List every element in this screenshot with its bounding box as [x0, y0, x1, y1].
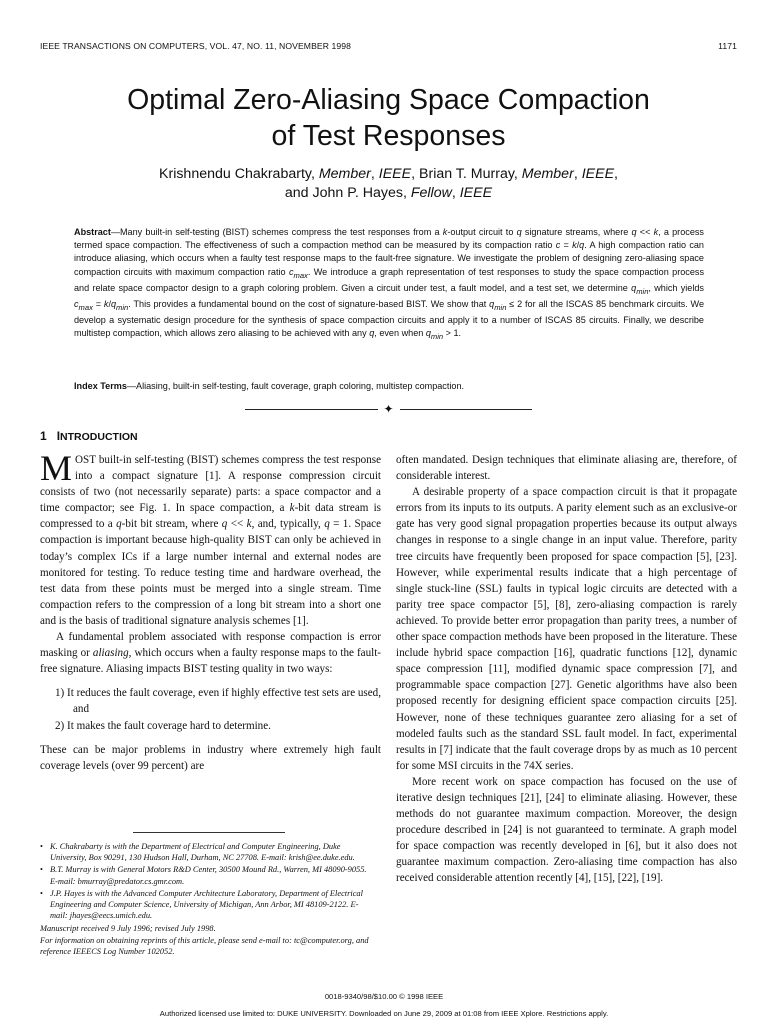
journal-citation: IEEE TRANSACTIONS ON COMPUTERS, VOL. 47, NO. 11, NOVEMBER 1998 — [40, 41, 352, 51]
copyright-line: 0018-9340/98/$10.00 © 1998 IEEE — [324, 992, 444, 1001]
abstract-text: = — [92, 298, 104, 309]
math-var: k — [572, 240, 577, 251]
math-var: q — [110, 298, 117, 309]
section-number: 1 — [40, 429, 47, 443]
section-title-rest: NTRODUCTION — [60, 431, 138, 443]
math-var: q — [324, 518, 330, 531]
math-subscript: max — [78, 302, 93, 312]
paragraph: often mandated. Design techniques that eliminate aliasing are, therefore, of considerable interest. — [396, 454, 737, 483]
paragraph — [40, 629, 381, 677]
section-heading — [40, 429, 138, 443]
footnote-text: J.P. Hayes is with the Advanced Computer Architecture Laboratory, Department of Electrical Engineering and Computer Science, University of Michigan, Ann Arbor, MI 48109-2122. E-mail: jhayes@eecs.umich.edu. — [50, 888, 363, 921]
divider-rule-right — [400, 409, 533, 410]
abstract-text: signature streams, where — [521, 227, 632, 237]
math-subscript: min — [494, 302, 507, 312]
body-text: -bit bit stream, where — [121, 518, 222, 531]
body-text: = 1. Space compaction is important because high-quality BIST can only be achieved in today’s complex ICs if a large number internal and external nodes are monitored for testing. To reduce testing time and hardware overhead, the test data from these points must be merged into a single stream. Time compaction refers to the compression of a long bit stream into a short one and is the basis of traditional signature analysis schemes [1]. — [40, 518, 382, 627]
math-var: q — [425, 327, 431, 338]
author-3-org: IEEE — [459, 185, 493, 201]
abstract-text: —Many built-in self-testing (BIST) schemes compress the test responses from a — [110, 227, 443, 237]
math-var: q — [489, 298, 495, 309]
math-var: k — [246, 518, 252, 531]
list-item: 1) It reduces the fault coverage, even if highly effective test sets are used, and — [55, 687, 381, 716]
abstract-text: , a process termed space compaction. The effectiveness of such a compaction method can be measured by its compaction ratio — [74, 227, 704, 251]
license-notice: Authorized licensed use limited to: DUKE UNIVERSITY. Downloaded on June 29, 2009 at 01:08 from IEEE Xplore. Restrictions apply. — [159, 1009, 609, 1018]
abstract-text: / — [576, 240, 580, 251]
right-column — [396, 452, 737, 887]
abstract-text: -output circuit to — [447, 227, 517, 237]
author-2-org: IEEE — [581, 166, 615, 182]
title-line-1: Optimal Zero-Aliasing Space Compaction — [127, 84, 650, 116]
math-subscript: max — [293, 270, 308, 280]
body-text: A fundamental problem associated with response compaction is error masking or — [40, 631, 381, 660]
section-divider — [245, 402, 532, 416]
abstract-text: << — [636, 227, 654, 237]
body-text: , which occurs when a faulty response maps to the fault-free signature. Aliasing impacts BIST testing quality in two ways: — [40, 647, 381, 676]
math-var: q — [221, 518, 228, 531]
bullet-icon: • — [40, 865, 43, 875]
divider-rule-left — [245, 409, 378, 410]
author-2-name: Brian T. Murray, — [419, 166, 522, 182]
abstract-text: / — [108, 298, 111, 309]
diamond-star-icon: ✦ — [383, 402, 394, 416]
reprints-note: For information on obtaining reprints of this article, please send e-mail to: tc@computer.org, and reference IEEECS Log Number 102052. — [40, 935, 369, 956]
author-3-role: Fellow — [410, 185, 452, 201]
paragraph: A desirable property of a space compaction circuit is that it propagate errors from its inputs to its outputs. A parity element such as an exclusive-or gate has very good signal propagation properties because its output always changes in response to a single change in an input value. Therefore, parity tree circuits have frequently been proposed for space compaction [5], [23]. However, while experimental results indicate that a high percentage of single stuck-line (SSL) faults in typical logic circuits are detected with a parity tree space compactor [5], [8], zero-aliasing compaction is rarely achieved. To provide better error propagation than parity trees, a number of other space compaction methods have been proposed in the literature. These include hybrid space compaction [16], quadratic functions [12], dynamic space compression [11], modified dynamic space compression [7], and programmable space compaction [27]. Genetic algorithms have also been proposed recently for designing efficient space compaction circuits [25]. However, none of these techniques guarantee zero aliasing for a set of modeled faults such as the standard SSL fault model. In fact, experimental results in [7] indicate that the fault coverage drops by as much as 10 percent for some MSI circuits in the 74X series. — [396, 486, 737, 772]
paragraph: These can be major problems in industry where extremely high fault coverage levels (over 99 percent) are — [40, 743, 381, 772]
index-terms — [74, 380, 704, 393]
math-var: k — [653, 227, 659, 237]
section-title-first-letter: I — [56, 429, 61, 443]
footnotes — [40, 841, 376, 957]
author-1-org: IEEE — [378, 166, 412, 182]
math-var: q — [369, 327, 375, 338]
math-var: k — [103, 298, 109, 309]
math-var: q — [631, 282, 637, 293]
author-1-name: Krishnendu Chakrabarty, — [159, 166, 319, 182]
list-item: 2) It makes the fault coverage hard to determine. — [55, 719, 271, 732]
abstract-text: > 1. — [443, 327, 462, 338]
abstract-text: , even when — [374, 327, 426, 338]
footnote-item — [40, 864, 376, 886]
author-1-role: Member — [318, 166, 371, 182]
abstract-text: . This provides a fundamental bound on the cost of signature-based BIST. We show that — [128, 298, 490, 309]
body-text: , and, typically, — [251, 518, 325, 531]
left-column — [40, 448, 382, 774]
abstract-label: Abstract — [74, 227, 111, 237]
math-var: q — [516, 227, 522, 237]
abstract-text: ≤ 2 for all the ISCAS 85 benchmark circuits. We develop a systematic design procedure for the synthesis of space compaction circuits and apply it to a number of ISCAS 85 circuits. Finally, we describe multistep compaction, which allows zero aliasing to be achieved with any — [74, 298, 704, 338]
index-terms-label: Index Terms — [74, 381, 127, 391]
abstract-text: = — [560, 240, 573, 251]
manuscript-note: Manuscript received 9 July 1996; revised July 1998. — [40, 924, 216, 934]
math-var: c — [74, 298, 79, 309]
body-text: -bit data stream is compressed to a — [40, 502, 381, 531]
math-var: q — [116, 518, 122, 531]
paragraph — [40, 448, 382, 629]
title-line-2: of Test Responses — [271, 120, 506, 152]
math-subscript: min — [636, 286, 649, 296]
bullet-icon: • — [40, 842, 43, 851]
math-subscript: min — [430, 331, 444, 341]
math-var: k — [289, 502, 295, 515]
numbered-list — [40, 685, 381, 733]
math-subscript: min — [116, 302, 129, 312]
emphasis: aliasing — [92, 647, 129, 660]
paper-title — [40, 82, 737, 154]
math-var: c — [288, 266, 294, 277]
paragraph: More recent work on space compaction has focused on the use of iterative design techniques [21], [24] to eliminate aliasing. However, these methods do not guarantee maximum compaction. Moreover, the design procedure described in [24] is not guaranteed to terminate. A graph model for space compaction was recently developed in [6], but it also does not guarantee maximum compaction. Zero-aliasing time compaction has also received considerable attention recently [4], [15], [22], [19]. — [396, 775, 737, 885]
abstract-text: , which yields — [648, 282, 704, 293]
drop-cap: M — [40, 448, 73, 488]
bullet-icon: • — [40, 888, 43, 898]
index-terms-text: —Aliasing, built-in self-testing, fault coverage, graph coloring, multistep compaction. — [126, 381, 465, 391]
footnote-item — [40, 841, 376, 863]
abstract-text: . A high compaction ratio can introduce aliasing, which occurs when a faulty test response maps to the fault-free signature. We investigate the problem of designing zero-aliasing space compaction circuits with maximum compaction ratio — [74, 240, 704, 277]
math-var: k — [442, 227, 448, 237]
running-header — [40, 41, 737, 51]
author-3-name: and John P. Hayes, — [284, 185, 411, 201]
math-var: q — [631, 227, 637, 237]
author-2-role: Member — [521, 166, 574, 182]
abstract — [74, 226, 704, 343]
footnote-item — [40, 888, 376, 922]
footnote-rule — [133, 832, 285, 833]
body-text: OST built-in self-testing (BIST) schemes compress the test response into a compact signature [1]. A response compression circuit consists of two (not necessarily separate) parts: a space compactor and a time compactor; see Fig. 1. In space compaction, a — [40, 454, 381, 515]
body-text: << — [227, 518, 247, 531]
footnote-text: B.T. Murray is with General Motors R&D Center, 30500 Mound Rd., Warren, MI 48090-9055. E-mail: bmurray@predator.cs.gmr.com. — [50, 865, 367, 886]
math-var: q — [579, 240, 585, 251]
author-list: Krishnendu Chakrabarty, Member, IEEE, Brian T. Murray, Member, IEEE, and John P. Hayes, Fellow, IEEE — [159, 166, 618, 201]
footnote-text: K. Chakrabarty is with the Department of Electrical and Computer Engineering, Duke University, Box 90291, 130 Hudson Hall, Durham, NC 27708. E-mail: krish@ee.duke.edu. — [50, 842, 355, 863]
math-var: c — [555, 240, 561, 251]
page-number: 1171 — [718, 41, 737, 51]
abstract-text: . We introduce a graph representation of test responses to study the space compaction process and relate space compactor design to a graph coloring problem. Given a circuit under test, a fault model, and a test set, we determine — [74, 266, 704, 293]
